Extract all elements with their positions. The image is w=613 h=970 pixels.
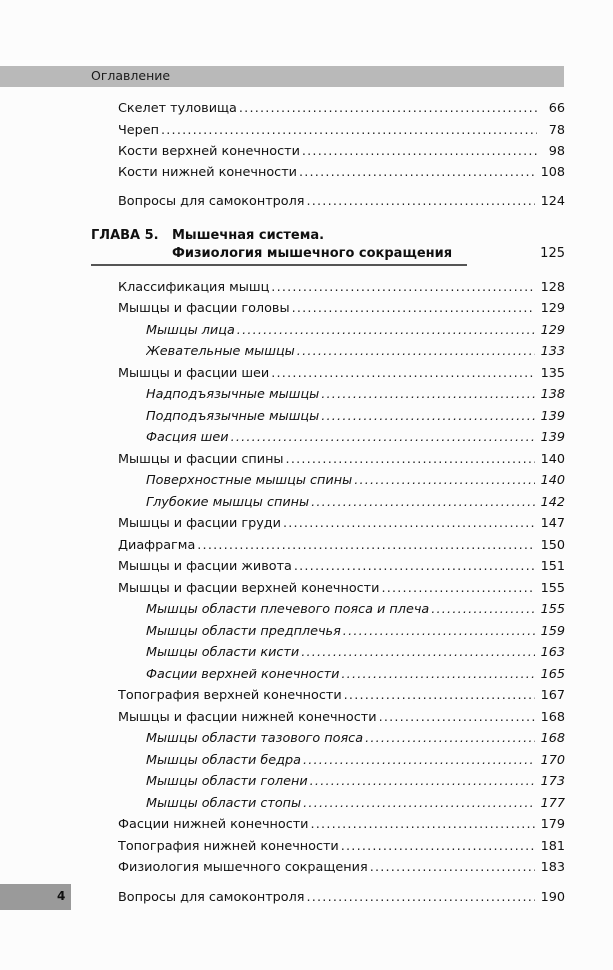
toc-entry-page: 151 <box>540 559 565 574</box>
toc-subentry[interactable] <box>146 774 565 790</box>
chapter-number: ГЛАВА 5. <box>91 228 159 243</box>
leader-dots <box>341 839 535 855</box>
toc-entry-label: Подподъязычные мышцы <box>146 409 320 424</box>
leader-dots <box>343 624 535 640</box>
toc-entry-label: Топография нижней конечности <box>118 839 339 854</box>
toc-entry-label: Жевательные мышцы <box>146 344 295 359</box>
toc-entry[interactable] <box>118 890 565 906</box>
toc-entry-page: 133 <box>540 344 565 359</box>
toc-entry[interactable] <box>118 688 565 704</box>
toc-subentry[interactable] <box>146 624 565 640</box>
toc-entry-page: 168 <box>540 731 565 746</box>
toc-entry-label: Кости нижней конечности <box>118 165 297 180</box>
leader-dots <box>231 430 535 446</box>
toc-entry[interactable] <box>118 516 565 532</box>
toc-entry-page: 66 <box>548 101 565 116</box>
toc-entry[interactable] <box>118 366 565 382</box>
toc-subentry[interactable] <box>146 323 565 339</box>
toc-entry-label: Классификация мышц <box>118 280 270 295</box>
toc-subentry[interactable] <box>146 387 565 403</box>
toc-entry-page: 129 <box>540 301 565 316</box>
leader-dots <box>239 101 537 117</box>
toc-entry-label: Мышцы лица <box>146 323 235 338</box>
toc-entry-label: Мышцы и фасции груди <box>118 516 281 531</box>
toc-entry-page: 150 <box>540 538 565 553</box>
toc-entry-page: 140 <box>540 452 565 467</box>
toc-entry-label: Кости верхней конечности <box>118 144 300 159</box>
leader-dots <box>344 688 535 704</box>
toc-entry-page: 177 <box>540 796 565 811</box>
toc-subentry[interactable] <box>146 602 565 618</box>
leader-dots <box>292 301 535 317</box>
toc-entry-label: Мышцы области голени <box>146 774 308 789</box>
toc-entry[interactable] <box>118 101 565 117</box>
toc-entry-label: Мышцы и фасции верхней конечности <box>118 581 380 596</box>
toc-entry-page: 165 <box>540 667 565 682</box>
toc-entry-page: 170 <box>540 753 565 768</box>
toc-entry-label: Поверхностные мышцы спины <box>146 473 353 488</box>
leader-dots <box>303 753 535 769</box>
leader-dots <box>307 194 535 210</box>
toc-entry[interactable] <box>118 839 565 855</box>
leader-dots <box>370 860 535 876</box>
running-header-title: Оглавление <box>91 68 171 83</box>
toc-entry-page: 173 <box>540 774 565 789</box>
toc-entry[interactable] <box>118 280 565 296</box>
leader-dots <box>237 323 535 339</box>
leader-dots <box>321 387 534 403</box>
toc-entry-label: Мышцы и фасции спины <box>118 452 284 467</box>
toc-entry-page: 139 <box>540 409 565 424</box>
toc-entry-label: Скелет туловища <box>118 101 237 116</box>
toc-entry-label: Мышцы и фасции живота <box>118 559 292 574</box>
toc-entry-label: Мышцы области кисти <box>146 645 300 660</box>
toc-entry-label: Мышцы области бедра <box>146 753 301 768</box>
toc-subentry[interactable] <box>146 753 565 769</box>
toc-subentry[interactable] <box>146 645 565 661</box>
toc-entry-label: Фасции верхней конечности <box>146 667 340 682</box>
chapter-page: 125 <box>540 246 565 261</box>
toc-subentry[interactable] <box>146 796 565 812</box>
leader-dots <box>161 123 537 139</box>
toc-entry-label: Мышцы и фасции шеи <box>118 366 270 381</box>
toc-entry-label: Мышцы области предплечья <box>146 624 341 639</box>
toc-entry-label: Вопросы для самоконтроля <box>118 194 305 209</box>
toc-entry-page: 124 <box>540 194 565 209</box>
toc-entry-label: Череп <box>118 123 160 138</box>
toc-entry-page: 155 <box>540 581 565 596</box>
leader-dots <box>294 559 535 575</box>
leader-dots <box>271 366 534 382</box>
toc-entry[interactable] <box>118 559 565 575</box>
toc-entry-page: 142 <box>540 495 565 510</box>
toc-subentry[interactable] <box>146 430 565 446</box>
leader-dots <box>365 731 535 747</box>
toc-entry-label: Мышцы области тазового пояса <box>146 731 364 746</box>
leader-dots <box>307 890 535 906</box>
toc-entry-page: 181 <box>540 839 565 854</box>
toc-entry-label: Мышцы области плечевого пояса и плеча <box>146 602 430 617</box>
toc-entry-page: 129 <box>540 323 565 338</box>
toc-entry-page: 147 <box>540 516 565 531</box>
toc-entry-label: Физиология мышечного сокращения <box>118 860 368 875</box>
toc-subentry[interactable] <box>146 667 565 683</box>
leader-dots <box>283 516 535 532</box>
leader-dots <box>379 710 535 726</box>
header-bar <box>0 66 564 87</box>
leader-dots <box>197 538 534 554</box>
toc-subentry[interactable] <box>146 473 565 489</box>
toc-entry[interactable] <box>118 860 565 876</box>
leader-dots <box>341 667 534 683</box>
toc-entry-label: Мышцы и фасции головы <box>118 301 290 316</box>
leader-dots <box>302 144 537 160</box>
toc-entry-label: Фасция шеи <box>146 430 229 445</box>
toc-entry-page: 108 <box>540 165 565 180</box>
toc-entry-label: Мышцы области стопы <box>146 796 302 811</box>
chapter-title-line2: Физиология мышечного сокращения <box>172 246 453 261</box>
toc-entry-page: 128 <box>540 280 565 295</box>
toc-entry-page: 163 <box>540 645 565 660</box>
toc-entry-page: 183 <box>540 860 565 875</box>
toc-entry-label: Глубокие мышцы спины <box>146 495 310 510</box>
leader-dots <box>286 452 535 468</box>
toc-entry-page: 135 <box>540 366 565 381</box>
toc-subentry[interactable] <box>146 344 565 360</box>
toc-entry-label: Топография верхней конечности <box>118 688 342 703</box>
leader-dots <box>311 495 534 511</box>
toc-entry-label: Надподъязычные мышцы <box>146 387 320 402</box>
toc-entry-page: 190 <box>540 890 565 905</box>
leader-dots <box>321 409 534 425</box>
toc-entry[interactable] <box>118 301 565 317</box>
chapter-underline <box>91 264 467 266</box>
toc-entry-page: 155 <box>540 602 565 617</box>
toc-entry-page: 140 <box>540 473 565 488</box>
toc-entry-page: 159 <box>540 624 565 639</box>
toc-entry-label: Диафрагма <box>118 538 196 553</box>
leader-dots <box>271 280 534 296</box>
leader-dots <box>310 774 535 790</box>
toc-entry[interactable] <box>118 123 565 139</box>
leader-dots <box>354 473 534 489</box>
toc-entry-label: Вопросы для самоконтроля <box>118 890 305 905</box>
toc-entry[interactable] <box>118 165 565 181</box>
toc-entry[interactable] <box>118 194 565 210</box>
toc-entry-page: 139 <box>540 430 565 445</box>
toc-subentry[interactable] <box>146 409 565 425</box>
toc-subentry[interactable] <box>146 731 565 747</box>
leader-dots <box>297 344 535 360</box>
leader-dots <box>299 165 535 181</box>
toc-entry[interactable] <box>118 581 565 597</box>
leader-dots <box>381 581 534 597</box>
toc-entry-label: Мышцы и фасции нижней конечности <box>118 710 377 725</box>
toc-entry[interactable] <box>118 452 565 468</box>
toc-entry[interactable] <box>118 710 565 726</box>
toc-entry[interactable] <box>118 538 565 554</box>
leader-dots <box>311 817 535 833</box>
leader-dots <box>431 602 534 618</box>
toc-entry-page: 138 <box>540 387 565 402</box>
toc-entry-page: 179 <box>540 817 565 832</box>
toc-entry[interactable] <box>118 817 565 833</box>
toc-entry-label: Фасции нижней конечности <box>118 817 309 832</box>
page-number: 4 <box>57 889 66 903</box>
chapter-title-line1: Мышечная система. <box>172 228 325 243</box>
toc-entry[interactable] <box>118 144 565 160</box>
toc-entry-page: 168 <box>540 710 565 725</box>
toc-entry-page: 167 <box>540 688 565 703</box>
leader-dots <box>301 645 534 661</box>
leader-dots <box>303 796 534 812</box>
chapter-heading[interactable] <box>91 228 565 270</box>
toc-entry-page: 78 <box>548 123 565 138</box>
toc-entry-page: 98 <box>548 144 565 159</box>
toc-subentry[interactable] <box>146 495 565 511</box>
